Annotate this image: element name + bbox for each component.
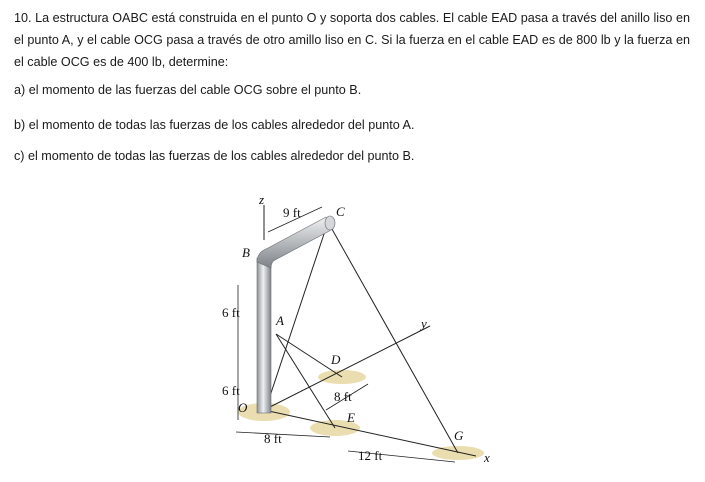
label-axis-y: y [421, 316, 427, 331]
question-part-a: a) el momento de las fuerzas del cable OCG sobre el punto B. [14, 83, 362, 97]
label-point-o: O [238, 400, 248, 415]
label-dim-6ft-lower: 6 ft [222, 383, 240, 398]
label-dim-12ft: 12 ft [358, 448, 383, 463]
question-part-c: c) el momento de todas las fuerzas de los cables alrededor del punto B. [14, 149, 415, 163]
label-axis-x: x [484, 450, 490, 465]
label-point-a: A [276, 313, 284, 328]
pipe-vertical [257, 258, 271, 413]
pipe-end-cap-c [325, 216, 335, 230]
label-dim-8ft-y: 8 ft [334, 389, 352, 404]
label-point-c: C [336, 204, 345, 219]
label-point-e: E [347, 410, 355, 425]
label-point-g: G [454, 428, 464, 443]
question-part-b: b) el momento de todas las fuerzas de los cables alrededor del punto A. [14, 118, 415, 132]
label-dim-9ft: 9 ft [283, 205, 301, 220]
label-dim-8ft-x: 8 ft [264, 431, 282, 446]
label-point-d: D [331, 352, 341, 367]
label-dim-6ft-upper: 6 ft [222, 305, 240, 320]
label-axis-z: z [259, 192, 265, 207]
label-point-b: B [242, 245, 250, 260]
problem-statement: 10. La estructura OABC está construida en el punto O y soporta dos cables. El cable EAD pasa a través del anillo liso en el punto A, y el cable OCG pasa a través de otro amillo liso en C. Si la fuerza en el cable EAD es de 800 lb y la fuerza en el cable OCG es de 400 lb, determine: [14, 11, 690, 69]
